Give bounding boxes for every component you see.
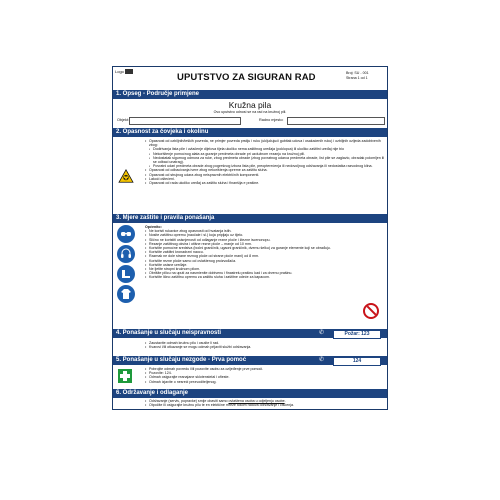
object-field[interactable] bbox=[129, 117, 241, 125]
goggles-icon bbox=[117, 225, 135, 243]
maintenance-text: Održavanje (servis, popravke) smije obaviti samo bbox=[149, 399, 229, 403]
ppe-icon-column bbox=[117, 225, 135, 305]
first-aid-item: • Pozovite: 124. bbox=[145, 371, 375, 375]
measure-item: • Koristite zaštitni kronadrzni naocu. bbox=[145, 250, 345, 254]
biohazard-dust-warning-icon bbox=[118, 169, 134, 183]
no-gloves-icon bbox=[363, 303, 379, 319]
safety-boots-icon bbox=[117, 265, 135, 283]
hazard-item: • Opasnost od strujnog udara zbog neispravnih električnih komponenti. bbox=[145, 173, 385, 177]
hazard-item: • Opasnost od rada ukoliko uređaj za zaštitu sluha i finanšija e prašine. bbox=[145, 181, 385, 185]
hazard-item: • Opasnost od ozbiljnih/teških povreda, ne primjer povreda prstiju i ruku (uključujući gubitak udova i osakaćenih ruku) i ozbiljnih ozljeda zadobivenih zbog: bbox=[145, 139, 385, 147]
document-meta bbox=[346, 71, 384, 81]
protective-measures-list bbox=[145, 225, 345, 280]
scope-note: Ovo uputstvo odnosi se na rad na kružnoj pili. bbox=[213, 110, 287, 114]
section-4-title: 4. Ponašanje u slučaju neispravnosti bbox=[116, 330, 222, 336]
machine-title: Kružna pila bbox=[228, 100, 272, 110]
section-2-heading: 2. Opasnost za čovjeka i okolinu bbox=[113, 128, 387, 137]
measure-item: • Rezanje zaštitnog okvira i otišne rezne ploče – manje od 10 mm. bbox=[145, 242, 345, 246]
hazard-subitem: ▪ Dodirivanja lista pile i uvlačenje dijelova tijela ukoliko nema zaštitnog uređaja (poklopca) ili ukoliko zaštitni uređaj nije bio bbox=[145, 147, 385, 151]
document-number: Broj: SU - 001 bbox=[346, 71, 369, 75]
section-5-title: 5. Ponašanje u slučaju nezgode - Prva pomoć bbox=[116, 357, 247, 363]
measure-item: • Nosite zaštitnu opremu (naočale i sl.) koja pripijaju uz tijelo. bbox=[145, 233, 345, 237]
workplace-field-label: Radno mjesto: bbox=[259, 118, 284, 122]
first-aid-item: • Odmah osigurajte reanajane sklotenstelal i ofieste. bbox=[145, 375, 375, 379]
fire-phone-number: Požar: 123 bbox=[333, 330, 381, 339]
general-lead: Općenito: bbox=[145, 225, 162, 229]
phone-icon: ✆ bbox=[319, 330, 325, 336]
measure-item: • Koristite rezne ploče samo od ovlaštenog proizvođača. bbox=[145, 259, 345, 263]
page-number: Strana 1 od 1 bbox=[346, 76, 368, 80]
emergency-phone-number: 124 bbox=[333, 357, 381, 366]
workplace-field[interactable] bbox=[287, 117, 385, 125]
authorized-person-text: ovlaštena osoba u odjeljenju osobe bbox=[228, 399, 285, 403]
measure-item: • Ne koristi rukavice zbog opasnosti od hvatanja istih. bbox=[145, 229, 345, 233]
malfunction-item: • Kvarovi i/ili otkazanje se mogu odmah prijaviti službi održavanja. bbox=[145, 345, 375, 349]
section-1-heading: 1. Opseg - Područje primjene bbox=[113, 90, 387, 99]
protective-clothing-icon bbox=[117, 285, 135, 303]
first-aid-list bbox=[145, 367, 375, 384]
first-aid-item: • Odmah izjavite o nesreći prezvoditeljenog. bbox=[145, 380, 375, 384]
section-3-heading: 3. Mjere zaštite i pravila ponašanja bbox=[113, 214, 387, 223]
document-header bbox=[113, 67, 387, 89]
malfunction-item: • Zaustavite odmah kružnu pilu i osušte li rad. bbox=[145, 341, 375, 345]
logo-label: Logo bbox=[115, 69, 124, 74]
object-workplace-fields bbox=[117, 117, 383, 124]
logo-area bbox=[115, 69, 133, 74]
first-aid-cross-icon bbox=[118, 369, 132, 383]
section-6-heading: 6. Održavanje i odlaganje bbox=[113, 389, 387, 398]
maintenance-item: • Otpočite ili osigurajte kružnu pilu te en elektične mreže tokom radova održavanje i čišćenja. bbox=[145, 403, 381, 407]
ear-protection-icon bbox=[117, 245, 135, 263]
safety-instruction-sheet bbox=[112, 66, 388, 410]
maintenance-list bbox=[145, 399, 381, 407]
maintenance-text-end: . bbox=[284, 399, 286, 403]
measure-item: • Obrišite pilicu na uputi za nasmienite dobivenu i finastrelu prašinu kad i za drvenu prašinu. bbox=[145, 271, 345, 275]
first-aid-item: • Pobrojite odmah povredu i/ili pozovite osobu za ozljeđenje prve pomoći. bbox=[145, 367, 375, 371]
hazard-subitem: ▪ Nedostatak sigurnog odmora za ruke, zbog predmeta obrade (zbog povratnog udarca predmeta obrade, list pile se zaglavio, obradak polomljen ili se odbaci unatrag). bbox=[145, 156, 385, 164]
hazard-item: • Opasnost od odbacivanja ivere zbog nekorištenja opreme za zaštitu sluha. bbox=[145, 168, 385, 172]
logo-mark bbox=[125, 69, 133, 74]
hazard-subitem: ▪ Povratni udari predmeta obrade zbog pogrešnog izbora lista pile, preopterećenja ili nedovoljnog održavanja ili nedostatka razvodnog klina. bbox=[145, 164, 385, 168]
hazard-item: • Lakoći oštećeni. bbox=[145, 177, 385, 181]
measure-item: • Ne ljetite stropni kružnom pilom. bbox=[145, 267, 345, 271]
measure-item: • Slično ne koristiti usisnjenosti od odlaganje rezne ploče i žlezne iscenonopu. bbox=[145, 238, 345, 242]
document-title: UPUTSTVO ZA SIGURAN RAD bbox=[177, 72, 316, 83]
phone-icon: ✆ bbox=[319, 357, 325, 363]
measure-item: • Razmak ne dole strane reznog ploče od strane ploče mani) od 8 mm. bbox=[145, 254, 345, 258]
measure-item: • Koristite pomoćne sredstva (bočni graničnik, ugaoni graničnik, dvemu šelku) za guranje elemente koji se obrađuju. bbox=[145, 246, 345, 250]
hazard-subitem: ▪ Nekorištenje pomoćnog alata za guranje predmeta obrade pri uzdužnom rezanju na kružnoj pili. bbox=[145, 152, 385, 156]
hazard-list bbox=[145, 139, 385, 185]
measure-item: • Koristite usisne uređaje. bbox=[145, 263, 345, 267]
measure-item: • Koristite lično zaštitnu opremu za zaštitu sluha i zaštitne odeće za kapacom. bbox=[145, 275, 345, 279]
malfunction-list bbox=[145, 341, 375, 349]
object-field-label: Objekt: bbox=[117, 118, 130, 122]
